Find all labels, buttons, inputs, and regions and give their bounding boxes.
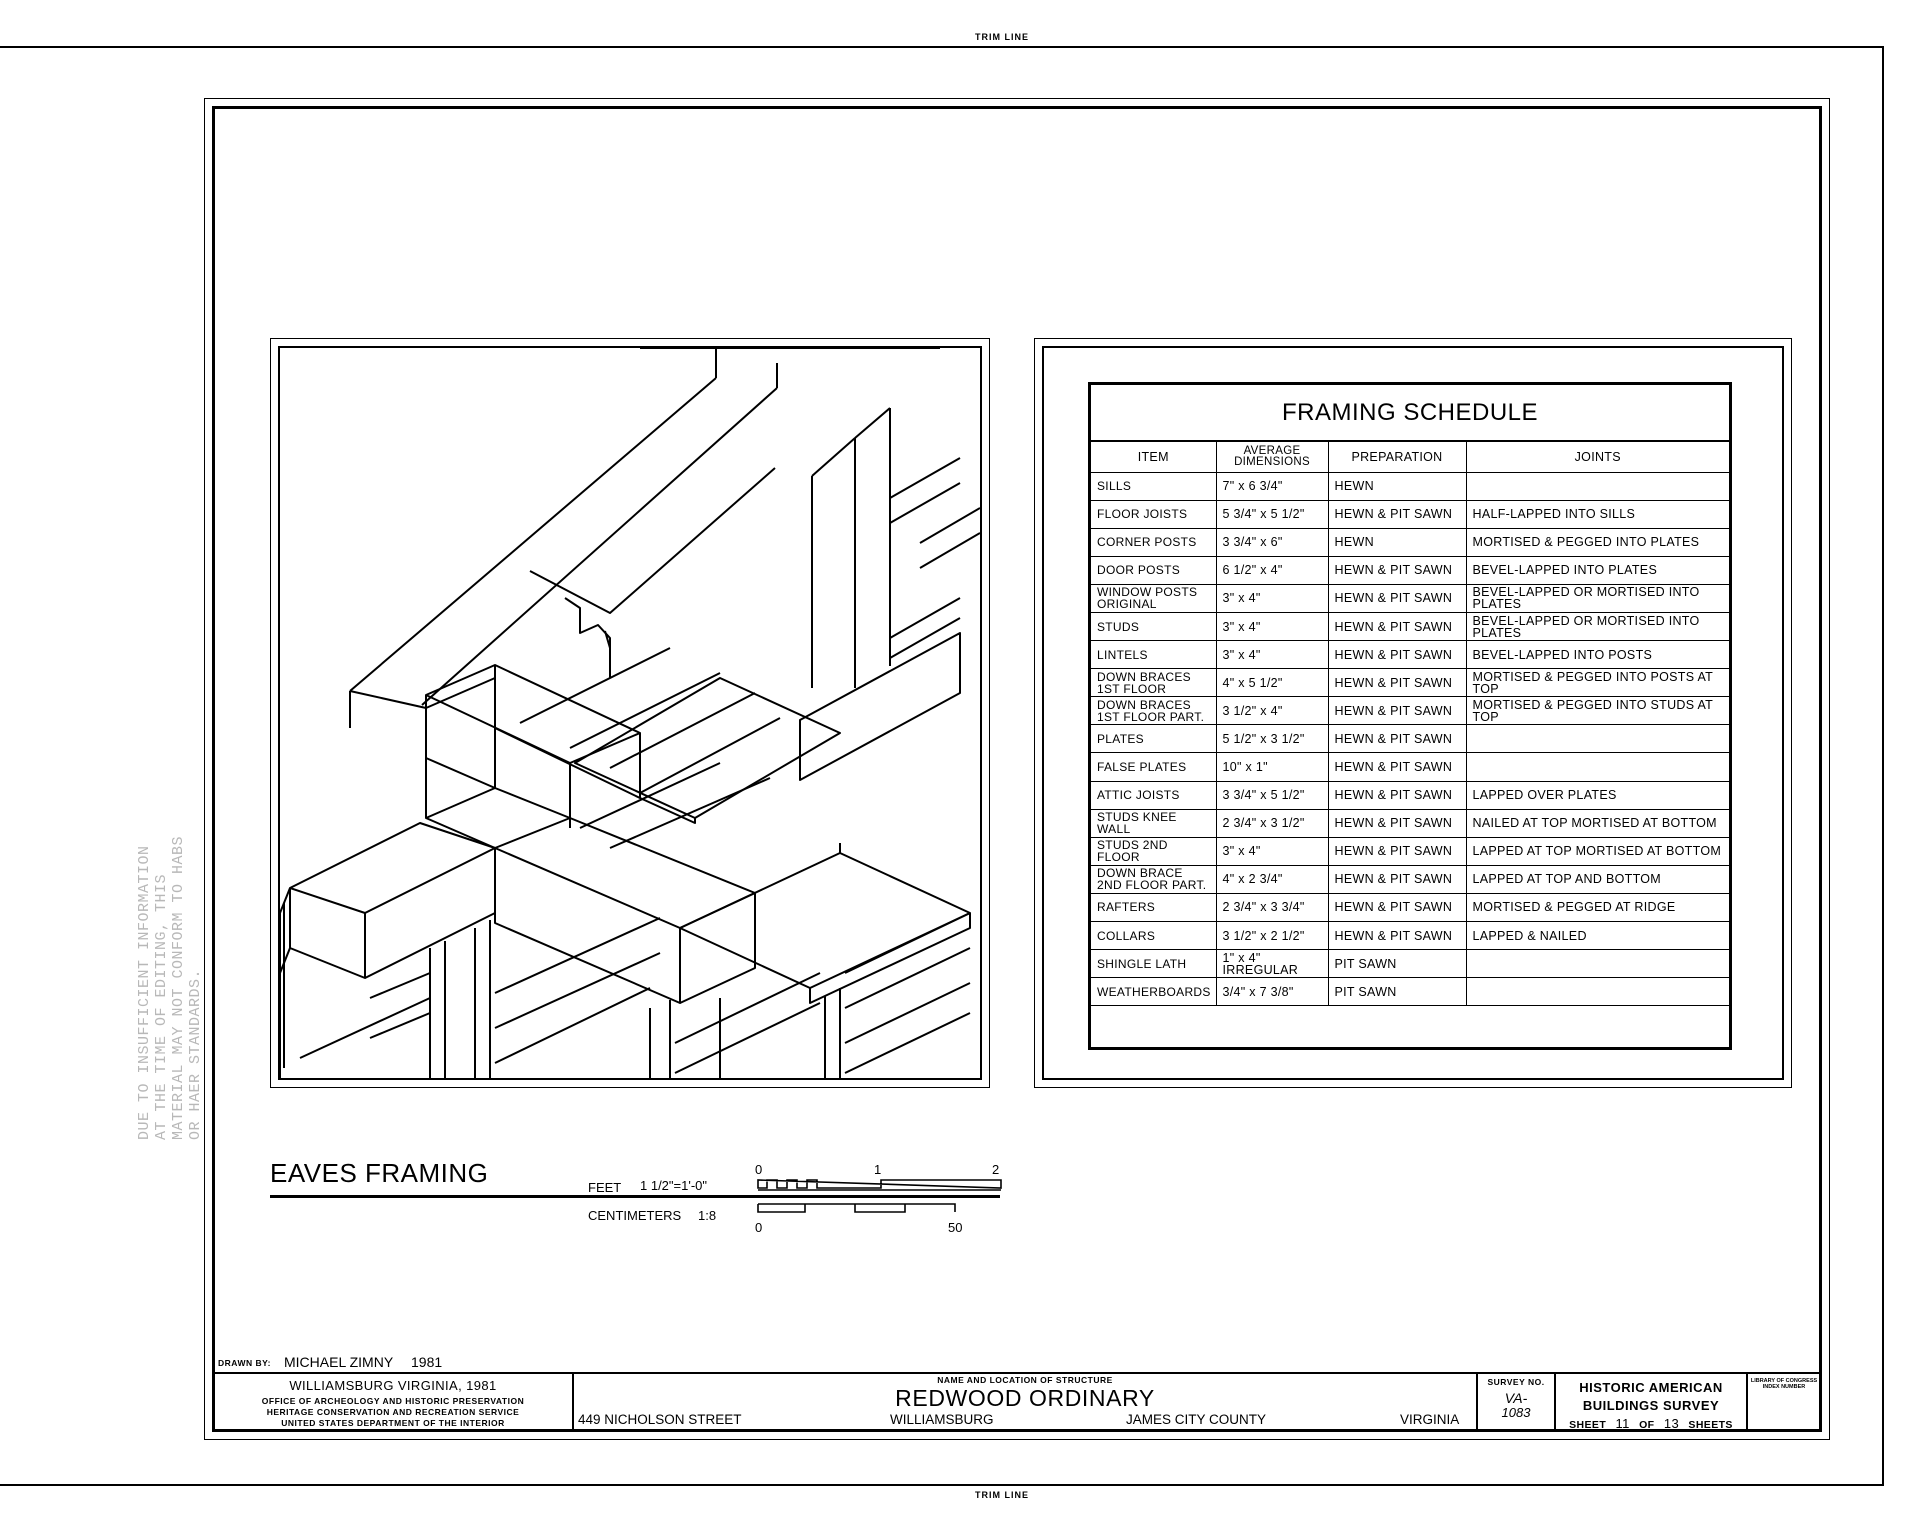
schedule-joints-cell — [1466, 725, 1729, 753]
structure-county: JAMES CITY COUNTY — [1126, 1412, 1267, 1427]
schedule-item-cell: DOWN BRACES 1ST FLOOR PART. — [1091, 697, 1216, 725]
schedule-joints-cell — [1466, 950, 1729, 978]
schedule-item-cell: DOWN BRACE 2ND FLOOR PART. — [1091, 865, 1216, 893]
schedule-row — [1091, 978, 1729, 1006]
schedule-dimensions-cell: 10" x 1" — [1216, 753, 1328, 781]
structure-state: VIRGINIA — [1400, 1412, 1460, 1427]
schedule-header-row — [1091, 442, 1729, 472]
drawn-by-label: DRAWN BY: — [218, 1358, 271, 1368]
schedule-preparation-cell: HEWN & PIT SAWN — [1328, 893, 1466, 921]
framing-schedule — [1088, 382, 1732, 1050]
scale-cm-tick-50: 50 — [948, 1220, 963, 1235]
drawn-by-name: MICHAEL ZIMNY — [284, 1354, 394, 1370]
schedule-preparation-cell: HEWN & PIT SAWN — [1328, 809, 1466, 837]
schedule-title: FRAMING SCHEDULE — [1091, 385, 1729, 442]
schedule-joints-cell: BEVEL-LAPPED INTO POSTS — [1466, 641, 1729, 669]
schedule-item-cell: DOWN BRACES 1ST FLOOR — [1091, 669, 1216, 697]
loc-line2: INDEX NUMBER — [1762, 1384, 1806, 1390]
schedule-preparation-cell: PIT SAWN — [1328, 950, 1466, 978]
eaves-framing-drawing — [280, 348, 980, 1078]
structure-name: REDWOOD ORDINARY — [895, 1385, 1155, 1411]
schedule-joints-cell: HALF-LAPPED INTO SILLS — [1466, 500, 1729, 528]
schedule-row — [1091, 697, 1729, 725]
schedule-preparation-cell: HEWN & PIT SAWN — [1328, 584, 1466, 612]
schedule-item-cell: WEATHERBOARDS — [1091, 978, 1216, 1006]
schedule-dimensions-cell: 2 3/4" x 3 1/2" — [1216, 809, 1328, 837]
drawing-title: EAVES FRAMING — [270, 1158, 489, 1188]
schedule-preparation-cell: PIT SAWN — [1328, 978, 1466, 1006]
schedule-dimensions-cell: 5 1/2" x 3 1/2" — [1216, 725, 1328, 753]
sheet-label: SHEET — [1569, 1419, 1607, 1431]
scale-cm-label: CENTIMETERS — [588, 1208, 682, 1223]
schedule-joints-cell: LAPPED OVER PLATES — [1466, 781, 1729, 809]
right-trim-edge — [1882, 46, 1884, 1486]
schedule-row — [1091, 725, 1729, 753]
schedule-preparation-cell: HEWN & PIT SAWN — [1328, 556, 1466, 584]
schedule-joints-cell: LAPPED & NAILED — [1466, 922, 1729, 950]
schedule-dimensions-cell: 1" x 4" IRREGULAR — [1216, 950, 1328, 978]
scale-feet-label: FEET — [588, 1180, 622, 1195]
office-line3: HERITAGE CONSERVATION AND RECREATION SERVICE — [266, 1407, 520, 1417]
side-note: DUE TO INSUFFICIENT INFORMATION AT THE TIME OF EDITING, THIS MATERIAL MAY NOT CONFORM TO HABS OR HAER STANDARDS. — [136, 835, 204, 1140]
schedule-preparation-cell: HEWN — [1328, 528, 1466, 556]
schedule-joints-cell — [1466, 472, 1729, 500]
scale-feet-tick-2: 2 — [992, 1162, 1000, 1177]
trim-line-bottom-label: TRIM LINE — [975, 1490, 1029, 1500]
schedule-dimensions-cell: 3" x 4" — [1216, 837, 1328, 865]
schedule-preparation-cell: HEWN & PIT SAWN — [1328, 641, 1466, 669]
schedule-item-cell: PLATES — [1091, 725, 1216, 753]
schedule-dimensions-cell: 7" x 6 3/4" — [1216, 472, 1328, 500]
schedule-item-cell: STUDS KNEE WALL — [1091, 809, 1216, 837]
schedule-item-cell: ATTIC JOISTS — [1091, 781, 1216, 809]
office-line1: WILLIAMSBURG VIRGINIA, 1981 — [289, 1378, 497, 1393]
schedule-preparation-cell: HEWN & PIT SAWN — [1328, 837, 1466, 865]
schedule-preparation-cell: HEWN & PIT SAWN — [1328, 865, 1466, 893]
habs-line1: HISTORIC AMERICAN — [1579, 1380, 1723, 1395]
schedule-table — [1091, 442, 1729, 1006]
schedule-joints-cell: NAILED AT TOP MORTISED AT BOTTOM — [1466, 809, 1729, 837]
schedule-item-cell: WINDOW POSTS ORIGINAL — [1091, 584, 1216, 612]
schedule-row — [1091, 528, 1729, 556]
schedule-joints-cell: MORTISED & PEGGED INTO PLATES — [1466, 528, 1729, 556]
schedule-preparation-cell: HEWN & PIT SAWN — [1328, 753, 1466, 781]
trim-line-bottom — [0, 1484, 1884, 1486]
schedule-dimensions-cell: 2 3/4" x 3 3/4" — [1216, 893, 1328, 921]
schedule-preparation-cell: HEWN & PIT SAWN — [1328, 612, 1466, 640]
schedule-dimensions-cell: 3 1/2" x 2 1/2" — [1216, 922, 1328, 950]
schedule-dimensions-cell: 3 3/4" x 5 1/2" — [1216, 781, 1328, 809]
scale-cm-ratio: 1:8 — [698, 1208, 717, 1223]
schedule-preparation-cell: HEWN & PIT SAWN — [1328, 922, 1466, 950]
graphic-scale-bar — [755, 1174, 1005, 1224]
schedule-row — [1091, 893, 1729, 921]
schedule-preparation-cell: HEWN & PIT SAWN — [1328, 781, 1466, 809]
schedule-row — [1091, 922, 1729, 950]
of-label: OF — [1639, 1419, 1655, 1431]
survey-number-line2: 1083 — [1501, 1405, 1531, 1420]
schedule-row — [1091, 837, 1729, 865]
schedule-joints-cell: MORTISED & PEGGED AT RIDGE — [1466, 893, 1729, 921]
schedule-row — [1091, 500, 1729, 528]
office-cell — [214, 1374, 574, 1430]
survey-cell — [1478, 1374, 1556, 1430]
schedule-item-cell: DOOR POSTS — [1091, 556, 1216, 584]
habs-sheet-line — [1556, 1416, 1746, 1431]
schedule-dimensions-cell: 3 3/4" x 6" — [1216, 528, 1328, 556]
loc-line1: LIBRARY OF CONGRESS — [1750, 1378, 1818, 1384]
habs-cell — [1556, 1374, 1748, 1430]
scale-feet-ratio: 1 1/2"=1'-0" — [640, 1178, 708, 1193]
schedule-item-cell: COLLARS — [1091, 922, 1216, 950]
schedule-item-cell: SILLS — [1091, 472, 1216, 500]
schedule-item-cell: FLOOR JOISTS — [1091, 500, 1216, 528]
schedule-dimensions-cell: 3 1/2" x 4" — [1216, 697, 1328, 725]
schedule-row — [1091, 809, 1729, 837]
sheet-total: 13 — [1663, 1416, 1680, 1431]
schedule-preparation-cell: HEWN & PIT SAWN — [1328, 725, 1466, 753]
schedule-joints-cell: BEVEL-LAPPED INTO PLATES — [1466, 556, 1729, 584]
office-line2: OFFICE OF ARCHEOLOGY AND HISTORIC PRESERVATION — [261, 1396, 525, 1406]
loc-cell — [1748, 1374, 1820, 1430]
scale-feet-tick-0: 0 — [755, 1162, 763, 1177]
schedule-row — [1091, 781, 1729, 809]
schedule-dimensions-cell: 5 3/4" x 5 1/2" — [1216, 500, 1328, 528]
schedule-row — [1091, 612, 1729, 640]
schedule-joints-cell: MORTISED & PEGGED INTO STUDS AT TOP — [1466, 697, 1729, 725]
schedule-item-cell: RAFTERS — [1091, 893, 1216, 921]
schedule-joints-cell — [1466, 978, 1729, 1006]
office-line4: UNITED STATES DEPARTMENT OF THE INTERIOR — [281, 1418, 505, 1428]
schedule-joints-cell: MORTISED & PEGGED INTO POSTS AT TOP — [1466, 669, 1729, 697]
schedule-row — [1091, 556, 1729, 584]
scale-feet-tick-1: 1 — [874, 1162, 882, 1177]
schedule-dimensions-cell: 3/4" x 7 3/8" — [1216, 978, 1328, 1006]
schedule-row — [1091, 584, 1729, 612]
schedule-dimensions-cell: 3" x 4" — [1216, 612, 1328, 640]
schedule-joints-cell: BEVEL-LAPPED OR MORTISED INTO PLATES — [1466, 612, 1729, 640]
schedule-item-cell: STUDS 2ND FLOOR — [1091, 837, 1216, 865]
schedule-dimensions-cell: 4" x 5 1/2" — [1216, 669, 1328, 697]
schedule-item-cell: LINTELS — [1091, 641, 1216, 669]
header-joints: JOINTS — [1466, 442, 1729, 472]
scale-cm-tick-0: 0 — [755, 1220, 763, 1235]
schedule-preparation-cell: HEWN & PIT SAWN — [1328, 500, 1466, 528]
schedule-dimensions-cell: 3" x 4" — [1216, 584, 1328, 612]
schedule-preparation-cell: HEWN & PIT SAWN — [1328, 697, 1466, 725]
schedule-preparation-cell: HEWN — [1328, 472, 1466, 500]
survey-label: SURVEY NO. — [1487, 1377, 1545, 1387]
trim-line-top — [0, 46, 1884, 48]
schedule-joints-cell: LAPPED AT TOP AND BOTTOM — [1466, 865, 1729, 893]
schedule-item-cell: FALSE PLATES — [1091, 753, 1216, 781]
header-preparation: PREPARATION — [1328, 442, 1466, 472]
schedule-joints-cell: LAPPED AT TOP MORTISED AT BOTTOM — [1466, 837, 1729, 865]
survey-number-line1: VA- — [1504, 1390, 1528, 1406]
schedule-row — [1091, 472, 1729, 500]
habs-line2: BUILDINGS SURVEY — [1582, 1398, 1720, 1413]
schedule-dimensions-cell: 3" x 4" — [1216, 641, 1328, 669]
header-item: ITEM — [1091, 442, 1216, 472]
schedule-row — [1091, 641, 1729, 669]
schedule-row — [1091, 865, 1729, 893]
structure-label: NAME AND LOCATION OF STRUCTURE — [937, 1375, 1113, 1385]
schedule-dimensions-cell: 6 1/2" x 4" — [1216, 556, 1328, 584]
schedule-row — [1091, 669, 1729, 697]
schedule-joints-cell: BEVEL-LAPPED OR MORTISED INTO PLATES — [1466, 584, 1729, 612]
structure-city: WILLIAMSBURG — [890, 1412, 994, 1427]
schedule-preparation-cell: HEWN & PIT SAWN — [1328, 669, 1466, 697]
schedule-row — [1091, 753, 1729, 781]
drawn-by-year: 1981 — [411, 1354, 443, 1370]
structure-street: 449 NICHOLSON STREET — [578, 1412, 742, 1427]
schedule-joints-cell — [1466, 753, 1729, 781]
schedule-dimensions-cell: 4" x 2 3/4" — [1216, 865, 1328, 893]
header-dimensions: AVERAGE DIMENSIONS — [1216, 442, 1328, 472]
schedule-item-cell: STUDS — [1091, 612, 1216, 640]
sheet-number: 11 — [1615, 1416, 1630, 1431]
schedule-item-cell: SHINGLE LATH — [1091, 950, 1216, 978]
schedule-item-cell: CORNER POSTS — [1091, 528, 1216, 556]
trim-line-top-label: TRIM LINE — [975, 32, 1029, 42]
sheets-label: SHEETS — [1688, 1419, 1733, 1431]
schedule-row — [1091, 950, 1729, 978]
